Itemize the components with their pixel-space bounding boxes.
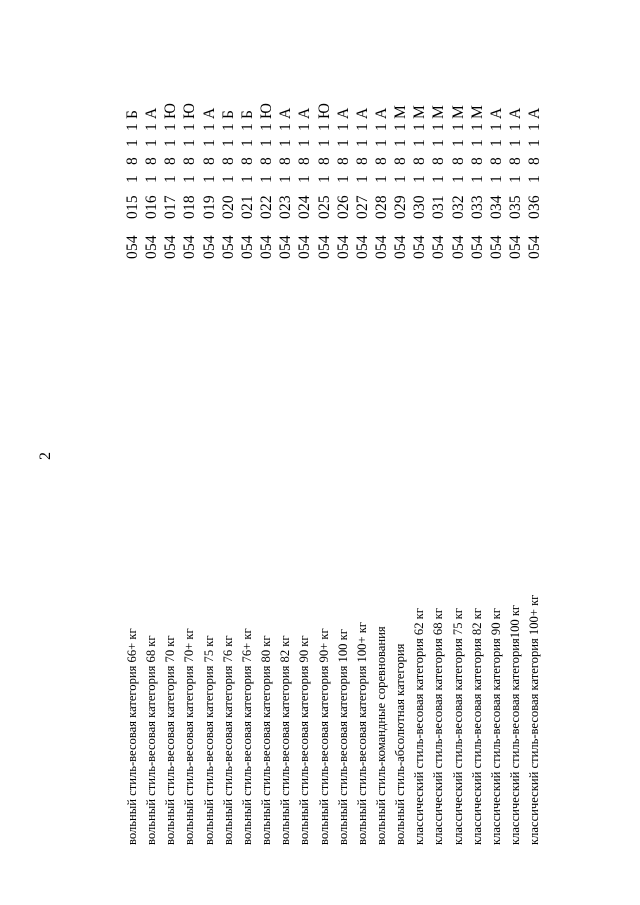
- code-part: 1: [200, 123, 218, 131]
- code-part: 054: [219, 235, 237, 259]
- code-part: Б: [124, 109, 141, 119]
- code-part: 1: [507, 123, 524, 131]
- code-part: 1: [411, 175, 429, 183]
- discipline-name: классический стиль-весовая категория100 кг: [508, 604, 522, 845]
- discipline-code: [180, 103, 199, 259]
- list-item: [161, 0, 180, 905]
- code-part: 054: [507, 235, 524, 259]
- page-number: 2: [37, 452, 54, 460]
- discipline-name: классический стиль-весовая категория 75 кг: [450, 608, 465, 845]
- list-item: [334, 0, 353, 905]
- code-part: 1: [258, 175, 275, 183]
- code-part: Ю: [181, 102, 199, 119]
- code-part: А: [296, 107, 314, 119]
- code-part: 1: [277, 139, 295, 147]
- code-part: 8: [296, 157, 314, 165]
- code-part: 1: [238, 123, 256, 131]
- list-item: [142, 0, 161, 905]
- discipline-code: [353, 103, 372, 259]
- code-part: 016: [143, 195, 161, 219]
- discipline-code: [468, 103, 487, 259]
- code-part: 054: [124, 235, 141, 259]
- code-part: 054: [392, 235, 410, 259]
- discipline-name: вольный стиль-весовая категория 70+ кг: [182, 628, 197, 845]
- code-part: 8: [507, 157, 524, 165]
- code-part: Б: [219, 109, 237, 119]
- code-part: 1: [449, 123, 467, 131]
- code-part: А: [487, 107, 505, 119]
- discipline-name: классический стиль-весовая категория 62 кг: [412, 608, 427, 845]
- discipline-name: вольный стиль-весовая категория 90+ кг: [316, 628, 331, 845]
- code-part: 1: [468, 139, 486, 147]
- code-part: 054: [449, 235, 467, 259]
- discipline-name: вольный стиль-весовая категория 100+ кг: [354, 622, 369, 845]
- code-part: 018: [181, 195, 199, 219]
- list-item: [506, 0, 525, 905]
- code-part: 8: [353, 157, 371, 165]
- code-part: 8: [430, 157, 448, 165]
- discipline-name: вольный стиль-весовая категория 80 кг: [259, 635, 273, 845]
- code-part: 1: [277, 175, 295, 183]
- code-part: 019: [200, 195, 218, 219]
- code-part: 054: [315, 235, 333, 259]
- code-part: 023: [277, 195, 295, 219]
- code-part: 021: [238, 195, 256, 219]
- code-part: 1: [468, 175, 486, 183]
- discipline-name: классический стиль-весовая категория 68 кг: [431, 608, 446, 845]
- discipline-code: [219, 103, 238, 259]
- discipline-name: классический стиль-весовая категория 100+ кг: [527, 594, 542, 845]
- list-item: [257, 0, 276, 905]
- code-part: 054: [430, 235, 448, 259]
- code-part: 1: [392, 175, 410, 183]
- code-part: 032: [449, 195, 467, 219]
- code-part: 1: [277, 123, 295, 131]
- code-part: 1: [181, 139, 199, 147]
- discipline-name: классический стиль-весовая категория 82 кг: [469, 608, 484, 845]
- code-part: А: [200, 107, 218, 119]
- code-part: 1: [372, 175, 390, 183]
- code-part: 1: [468, 123, 486, 131]
- code-part: 1: [353, 123, 371, 131]
- discipline-code: [429, 103, 448, 259]
- code-part: 8: [449, 157, 467, 165]
- code-part: 1: [162, 123, 180, 131]
- code-part: 1: [526, 123, 544, 131]
- discipline-name: вольный стиль-весовая категория 90 кг: [297, 635, 312, 845]
- code-part: 1: [181, 175, 199, 183]
- code-part: 1: [219, 175, 237, 183]
- code-part: 8: [487, 157, 505, 165]
- code-part: М: [392, 105, 410, 119]
- discipline-name: вольный стиль-весовая категория 76 кг: [220, 635, 235, 845]
- code-part: М: [430, 105, 448, 119]
- code-part: 054: [143, 235, 161, 259]
- code-part: 054: [372, 235, 390, 259]
- code-part: 1: [162, 139, 180, 147]
- discipline-code: [410, 103, 429, 259]
- discipline-name: классический стиль-весовая категория 90 кг: [488, 608, 503, 845]
- code-part: 1: [315, 175, 333, 183]
- code-part: 028: [372, 195, 390, 219]
- code-part: 1: [124, 175, 141, 183]
- list-item: [295, 0, 314, 905]
- code-part: 054: [238, 235, 256, 259]
- code-part: 025: [315, 195, 333, 219]
- code-part: 054: [162, 235, 180, 259]
- code-part: 1: [449, 139, 467, 147]
- code-part: 8: [124, 157, 141, 165]
- code-part: 8: [162, 157, 180, 165]
- code-part: 1: [507, 139, 524, 147]
- code-part: 8: [468, 157, 486, 165]
- code-part: 1: [296, 123, 314, 131]
- code-part: 034: [487, 195, 505, 219]
- discipline-code: [123, 103, 142, 259]
- code-part: 1: [315, 139, 333, 147]
- code-part: 8: [219, 157, 237, 165]
- code-part: 1: [238, 175, 256, 183]
- code-part: 1: [372, 123, 390, 131]
- code-part: 054: [487, 235, 505, 259]
- code-part: 1: [181, 123, 199, 131]
- discipline-code: [506, 103, 525, 259]
- code-part: 1: [124, 139, 141, 147]
- code-part: 1: [143, 175, 161, 183]
- code-part: 054: [258, 235, 275, 259]
- code-part: 1: [315, 123, 333, 131]
- code-part: 1: [296, 139, 314, 147]
- discipline-code: [142, 103, 161, 259]
- code-part: 1: [487, 123, 505, 131]
- code-part: 031: [430, 195, 448, 219]
- code-part: 017: [162, 195, 180, 219]
- code-part: 015: [124, 195, 141, 219]
- code-part: 8: [315, 157, 333, 165]
- discipline-code: [295, 103, 314, 259]
- list-item: [410, 0, 429, 905]
- code-part: 1: [200, 175, 218, 183]
- code-part: 8: [143, 157, 161, 165]
- code-part: 054: [334, 235, 352, 259]
- discipline-code: [276, 103, 295, 259]
- code-part: 054: [200, 235, 218, 259]
- code-part: 027: [353, 195, 371, 219]
- code-part: 8: [238, 157, 256, 165]
- discipline-name: вольный стиль-весовая категория 70 кг: [163, 635, 178, 845]
- discipline-code: [257, 103, 276, 259]
- code-part: 054: [411, 235, 429, 259]
- list-item: [238, 0, 257, 905]
- code-part: 8: [334, 157, 352, 165]
- code-part: А: [143, 107, 161, 119]
- code-part: 1: [411, 139, 429, 147]
- code-part: 1: [124, 123, 141, 131]
- discipline-code: [372, 103, 391, 259]
- code-part: 1: [526, 175, 544, 183]
- code-part: 054: [526, 235, 544, 259]
- code-part: 1: [258, 123, 275, 131]
- code-part: 029: [392, 195, 410, 219]
- discipline-code: [391, 103, 410, 259]
- code-part: 022: [258, 195, 275, 219]
- code-part: А: [353, 107, 371, 119]
- code-part: М: [411, 105, 429, 119]
- code-part: 8: [526, 157, 544, 165]
- discipline-name: вольный стиль-весовая категория 75 кг: [201, 635, 216, 845]
- list-item: [391, 0, 410, 905]
- discipline-name: вольный стиль-весовая категория 68 кг: [144, 635, 159, 845]
- list-item: [487, 0, 506, 905]
- discipline-code: [238, 103, 257, 259]
- code-part: Ю: [315, 102, 333, 119]
- code-part: А: [372, 107, 390, 119]
- code-part: 020: [219, 195, 237, 219]
- list-item: [353, 0, 372, 905]
- discipline-code: [449, 103, 468, 259]
- code-part: 1: [238, 139, 256, 147]
- discipline-name: вольный стиль-весовая категория 66+ кг: [125, 628, 139, 845]
- code-part: 054: [468, 235, 486, 259]
- code-part: 1: [372, 139, 390, 147]
- discipline-name: вольный стиль-командные соревнования: [373, 626, 388, 845]
- code-part: 024: [296, 195, 314, 219]
- discipline-name: вольный стиль-весовая категория 82 кг: [278, 635, 293, 845]
- code-part: 1: [487, 139, 505, 147]
- code-part: 026: [334, 195, 352, 219]
- code-part: 1: [143, 139, 161, 147]
- list-item: [200, 0, 219, 905]
- code-part: 1: [353, 175, 371, 183]
- code-part: 1: [200, 139, 218, 147]
- code-part: Б: [238, 109, 256, 119]
- list-item: [449, 0, 468, 905]
- code-part: 8: [258, 157, 275, 165]
- code-part: А: [507, 107, 524, 119]
- list-item: [429, 0, 448, 905]
- code-part: А: [277, 107, 295, 119]
- discipline-code: [200, 103, 219, 259]
- code-part: 8: [411, 157, 429, 165]
- code-part: 1: [334, 123, 352, 131]
- code-part: 8: [200, 157, 218, 165]
- discipline-code: [315, 103, 334, 259]
- code-part: 1: [507, 175, 524, 183]
- code-part: 8: [372, 157, 390, 165]
- code-part: 1: [449, 175, 467, 183]
- code-part: 054: [277, 235, 295, 259]
- discipline-code: [487, 103, 506, 259]
- code-part: 030: [411, 195, 429, 219]
- code-part: 1: [219, 123, 237, 131]
- code-part: 1: [526, 139, 544, 147]
- list-item: [468, 0, 487, 905]
- code-part: 1: [392, 139, 410, 147]
- discipline-name: вольный стиль-весовая категория 76+ кг: [239, 628, 254, 845]
- list-item: [372, 0, 391, 905]
- code-part: М: [449, 105, 467, 119]
- list-item: [315, 0, 334, 905]
- code-part: Ю: [258, 102, 275, 119]
- discipline-code: [334, 103, 353, 259]
- code-part: 035: [507, 195, 524, 219]
- list-item: [180, 0, 199, 905]
- code-part: 8: [392, 157, 410, 165]
- code-part: М: [468, 105, 486, 119]
- code-part: 1: [411, 123, 429, 131]
- code-part: 1: [143, 123, 161, 131]
- discipline-name: вольный стиль-весовая категория 100 кг: [335, 629, 350, 845]
- list-item: [525, 0, 544, 905]
- code-part: 1: [430, 139, 448, 147]
- code-part: 1: [487, 175, 505, 183]
- code-part: 054: [296, 235, 314, 259]
- discipline-code: [525, 103, 544, 259]
- code-part: 1: [392, 123, 410, 131]
- code-part: 1: [162, 175, 180, 183]
- list-item: [219, 0, 238, 905]
- list-item: [276, 0, 295, 905]
- code-part: Ю: [162, 102, 180, 119]
- code-part: А: [526, 107, 544, 119]
- code-part: 8: [181, 157, 199, 165]
- code-part: 036: [526, 195, 544, 219]
- code-part: 1: [334, 139, 352, 147]
- code-part: 1: [258, 139, 275, 147]
- code-part: 033: [468, 195, 486, 219]
- code-part: 1: [296, 175, 314, 183]
- code-part: 8: [277, 157, 295, 165]
- code-part: 1: [353, 139, 371, 147]
- code-part: 054: [353, 235, 371, 259]
- code-part: 1: [219, 139, 237, 147]
- code-part: А: [334, 107, 352, 119]
- code-part: 1: [430, 175, 448, 183]
- code-part: 1: [334, 175, 352, 183]
- discipline-code: [161, 103, 180, 259]
- list-item: [123, 0, 142, 905]
- code-part: 1: [430, 123, 448, 131]
- discipline-name: вольный стиль-абсолютная категория: [393, 643, 408, 845]
- code-part: 054: [181, 235, 199, 259]
